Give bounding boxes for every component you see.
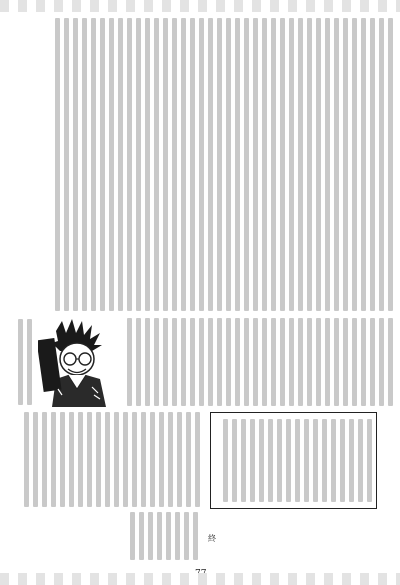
upper-dialogue-block (48, 18, 393, 311)
panel-caption-block (16, 319, 32, 405)
lower-left-text-block (20, 412, 200, 507)
essay-box (210, 412, 377, 509)
end-mark: 終 (208, 534, 216, 543)
checker-border-top (0, 0, 400, 12)
lower-prose-strip (20, 512, 198, 560)
middle-dialogue-block (126, 318, 393, 406)
checker-border-bottom (0, 573, 400, 585)
manga-illustration (38, 319, 120, 407)
manga-panel (38, 319, 120, 407)
